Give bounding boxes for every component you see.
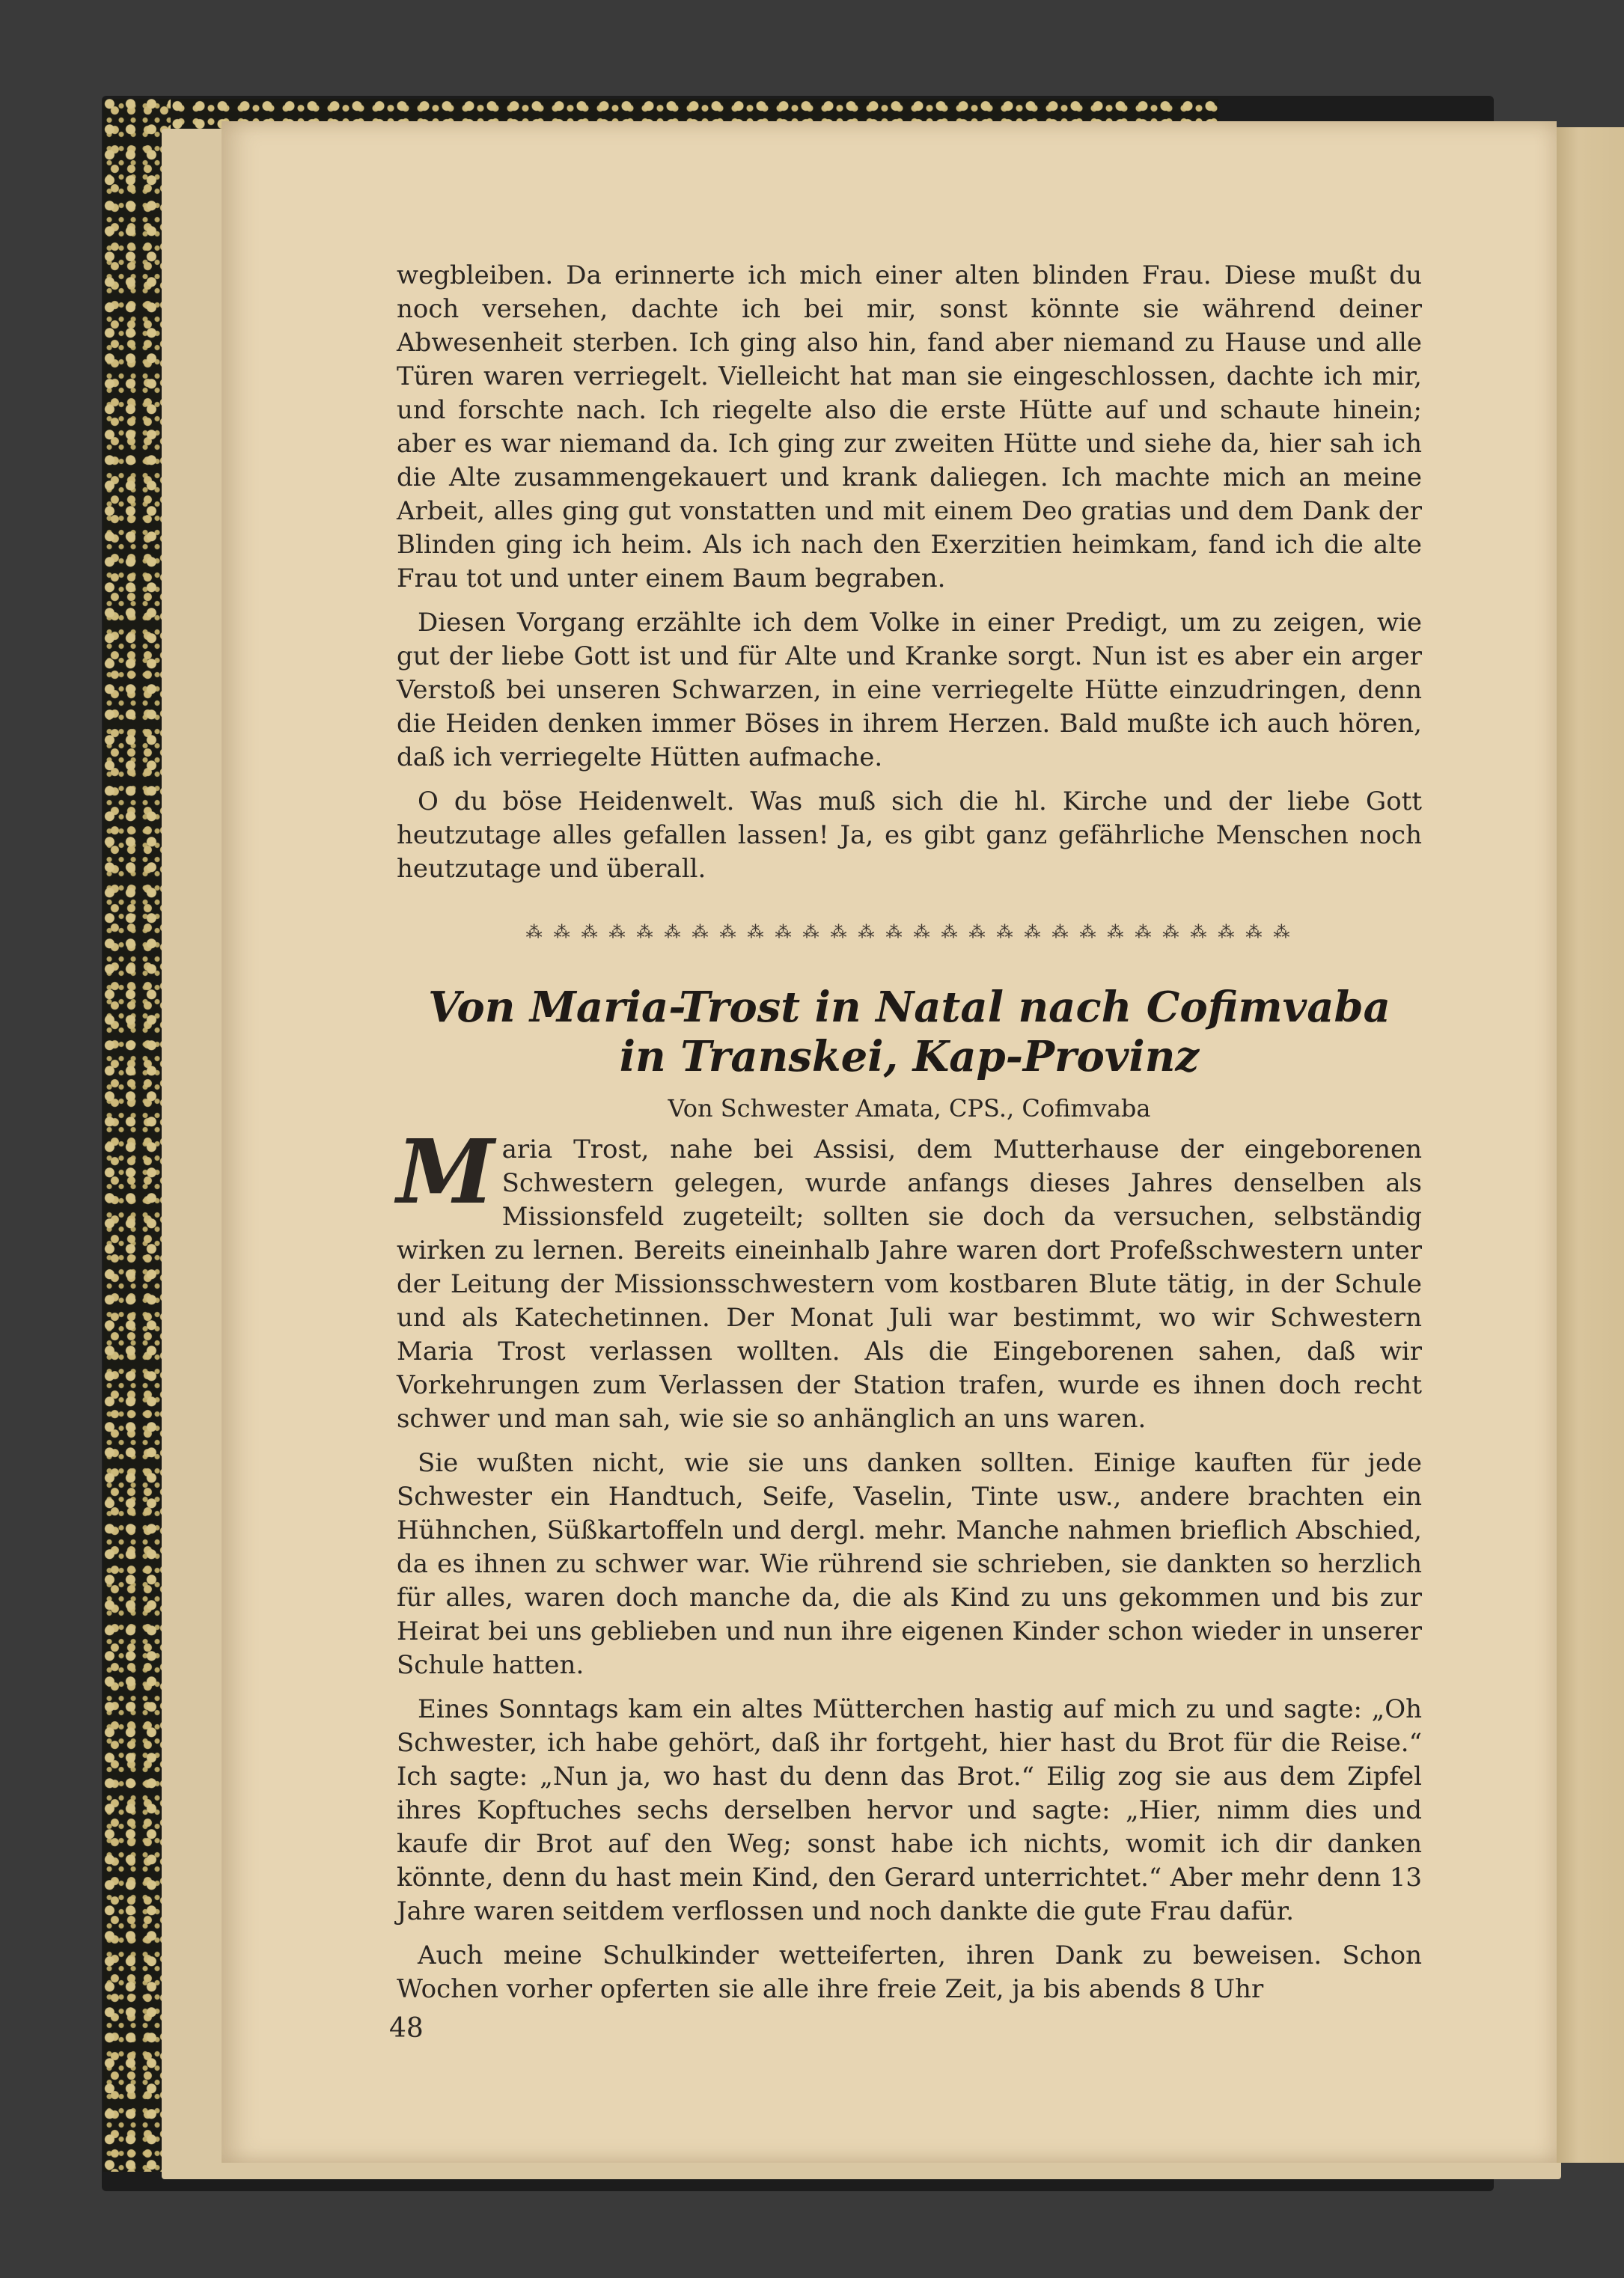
paragraph: O du böse Heidenwelt. Was muß sich die hl. Kirche und der liebe Gott heutzutage alles gefallen lassen! Ja, es gibt ganz gefährliche Menschen noch heutzutage und überall. [397,787,1422,884]
paragraph: Sie wußten nicht, wie sie uns danken sollten. Einige kauften für jede Schwester ein Handtuch, Seife, Vaselin, Tinte usw., andere brachten ein Hühnchen, Süßkartoffeln und dergl. mehr. Manche nahmen brieflich Abschied, da es ihnen zu schwer war. Wie rührend sie schrieben, sie dankten so herzlich für alles, waren doch manche da, die als Kind zu uns gekommen und bis zur Heirat bei uns geblieben und nun ihre eigenen Kinder schon wieder in unserer Schule hatten. [397,1448,1422,1680]
article-title [397,983,1422,1081]
article-first-paragraph [397,1120,1422,1436]
article-byline: Von Schwester Amata, CPS., Cofimvaba [668,1094,1151,1123]
article-title-line-2: in Transkei, Kap-Provinz [619,1032,1200,1081]
first-paragraph-text: aria Trost, nahe bei Assisi, dem Mutterhause der eingeborenen Schwestern gelegen, wurde anfangs dieses Jahres denselben als Missionsfeld zugeteilt; sollten sie doch da versuchen, selbständig wirken zu lernen. Bereits eineinhalb Jahre waren dort Profeßschwestern unter der Leitung der Missionsschwestern vom kostbaren Blute tätig, in der Schule und als Katechetinnen. Der Monat Juli war bestimmt, wo wir Schwestern Maria Trost verlassen wollten. Als die Eingeborenen sahen, daß wir Vorkehrungen zum Verlassen der Station trafen, wurde es ihnen doch recht schwer und man sah, wie sie so anhänglich an uns waren. [397,1135,1422,1434]
paragraph: wegbleiben. Da erinnerte ich mich einer alten blinden Frau. Diese mußt du noch versehen, dachte ich bei mir, sonst könnte sie während deiner Abwesenheit sterben. Ich ging also hin, fand aber niemand zu Hause und alle Türen waren verriegelt. Vielleicht hat man sie eingeschlossen, dachte ich mir, und forschte nach. Ich riegelte also die erste Hütte auf und schaute hinein; aber es war niemand da. Ich ging zur zweiten Hütte und siehe da, hier sah ich die Alte zusammengekauert und krank daliegen. Ich machte mich an meine Arbeit, alles ging gut vonstatten und mit einem Deo gratias und dem Dank der Blinden ging ich heim. Als ich nach den Exerzitien heimkam, fand ich die alte Frau tot und unter einem Baum begraben. [397,260,1422,593]
ornamental-divider: ⁂ ⁂ ⁂ ⁂ ⁂ ⁂ ⁂ ⁂ ⁂ ⁂ ⁂ ⁂ ⁂ ⁂ ⁂ ⁂ ⁂ ⁂ ⁂ ⁂ ⁂ ⁂ ⁂ ⁂ ⁂ ⁂ ⁂ ⁂ [525,923,1293,942]
article-title-line-1: Von Maria-Trost in Natal nach Cofimvaba [428,983,1391,1032]
paragraph: Eines Sonntags kam ein altes Mütterchen hastig auf mich zu und sagte: „Oh Schwester, ich habe gehört, daß ihr fortgeht, hier hast du Brot für die Reise.“ Ich sagte: „Nun ja, wo hast du denn das Brot.“ Eilig zog sie aus dem Zipfel ihres Kopftuches sechs derselben hervor und sagte: „Hier, nimm dies und kaufe dir Brot auf den Weg; sonst habe ich nichts, womit ich dir danken könnte, denn du hast mein Kind, den Gerard unterrichtet.“ Aber mehr denn 13 Jahre waren seitdem verflossen und noch dankte die gute Frau dafür. [397,1694,1422,1926]
page-content [397,259,1422,2017]
drop-cap: M [397,1120,495,1224]
paragraph: Auch meine Schulkinder wetteiferten, ihren Dank zu beweisen. Schon Wochen vorher opferten sie alle ihre freie Zeit, ja bis abends 8 Uhr [397,1940,1422,2004]
paragraph: Diesen Vorgang erzählte ich dem Volke in einer Predigt, um zu zeigen, wie gut der liebe Gott ist und für Alte und Kranke sorgt. Nun ist es aber ein arger Verstoß bei unseren Schwarzen, in eine verriegelte Hütte einzudringen, denn die Heiden denken immer Böses in ihrem Herzen. Bald mußte ich auch hören, daß ich verriegelte Hütten aufmache. [397,608,1422,772]
marbled-edge [103,99,171,2172]
facing-page-edge [1548,127,1624,2163]
page-number: 48 [389,2013,424,2044]
